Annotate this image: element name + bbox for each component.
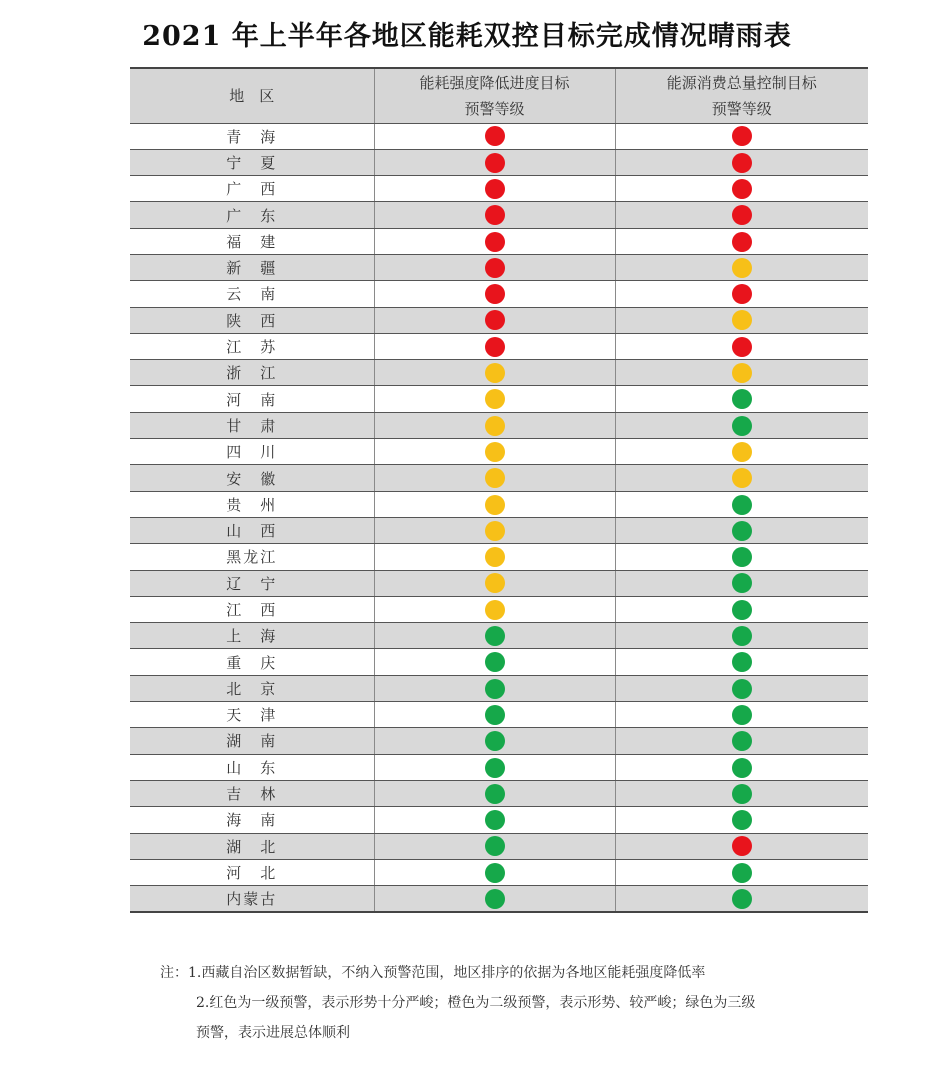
green-warning-dot-icon [732,810,752,830]
total-warning-cell [615,412,868,438]
total-warning-cell [615,176,868,202]
green-warning-dot-icon [732,863,752,883]
region-name: 重 庆 [130,649,374,675]
green-warning-dot-icon [732,573,752,593]
region-name: 青 海 [130,123,374,149]
total-warning-cell [615,307,868,333]
total-warning-cell [615,886,868,912]
table-row [130,649,868,675]
red-warning-dot-icon [732,232,752,252]
orange-warning-dot-icon [485,521,505,541]
red-warning-dot-icon [732,179,752,199]
region-name: 辽 宁 [130,570,374,596]
total-warning-cell [615,859,868,885]
warning-table [130,67,868,913]
orange-warning-dot-icon [732,310,752,330]
green-warning-dot-icon [485,705,505,725]
region-name: 上 海 [130,623,374,649]
red-warning-dot-icon [485,205,505,225]
region-name: 贵 州 [130,491,374,517]
table-row [130,254,868,280]
region-name: 河 北 [130,859,374,885]
footnotes [160,958,900,1048]
table-row [130,886,868,912]
intensity-warning-cell [374,859,615,885]
table-row [130,386,868,412]
table-row [130,623,868,649]
intensity-warning-cell [374,702,615,728]
green-warning-dot-icon [732,495,752,515]
total-warning-cell [615,596,868,622]
total-warning-cell [615,702,868,728]
red-warning-dot-icon [485,153,505,173]
orange-warning-dot-icon [485,442,505,462]
table-row [130,675,868,701]
intensity-warning-cell [374,596,615,622]
green-warning-dot-icon [485,758,505,778]
orange-warning-dot-icon [485,389,505,409]
intensity-warning-cell [374,333,615,359]
green-warning-dot-icon [485,679,505,699]
region-name: 湖 南 [130,728,374,754]
green-warning-dot-icon [485,810,505,830]
region-name: 山 西 [130,517,374,543]
green-warning-dot-icon [485,863,505,883]
region-name: 江 苏 [130,333,374,359]
table-row [130,728,868,754]
intensity-warning-cell [374,360,615,386]
red-warning-dot-icon [485,337,505,357]
region-name: 山 东 [130,754,374,780]
total-warning-cell [615,649,868,675]
table-row [130,517,868,543]
orange-warning-dot-icon [732,363,752,383]
green-warning-dot-icon [732,547,752,567]
region-name: 吉 林 [130,780,374,806]
green-warning-dot-icon [732,679,752,699]
region-name: 江 西 [130,596,374,622]
intensity-warning-cell [374,491,615,517]
total-warning-cell [615,360,868,386]
red-warning-dot-icon [732,153,752,173]
intensity-warning-cell [374,544,615,570]
intensity-warning-cell [374,254,615,280]
green-warning-dot-icon [732,889,752,909]
region-name: 陕 西 [130,307,374,333]
footnote-2: 2.红色为一级预警，表示形势十分严峻；橙色为二级预警，表示形势、较严峻；绿色为三级 [196,995,756,1011]
region-name: 广 西 [130,176,374,202]
region-name: 湖 北 [130,833,374,859]
total-warning-cell [615,675,868,701]
green-warning-dot-icon [732,652,752,672]
header-total-warning [615,68,868,123]
table-row [130,780,868,806]
intensity-warning-cell [374,149,615,175]
intensity-warning-cell [374,623,615,649]
page-title: 2021 年上半年各地区能耗双控目标完成情况晴雨表 [142,21,792,52]
green-warning-dot-icon [485,784,505,804]
orange-warning-dot-icon [485,495,505,515]
orange-warning-dot-icon [485,547,505,567]
region-name: 黑龙江 [130,544,374,570]
green-warning-dot-icon [732,626,752,646]
header-intensity-warning [374,68,615,123]
region-name: 天 津 [130,702,374,728]
intensity-warning-cell [374,649,615,675]
intensity-warning-cell [374,570,615,596]
total-warning-cell [615,728,868,754]
intensity-warning-cell [374,307,615,333]
table-row [130,491,868,517]
intensity-warning-cell [374,517,615,543]
table-row [130,702,868,728]
total-warning-cell [615,465,868,491]
green-warning-dot-icon [732,705,752,725]
footnote-3: 预警，表示进展总体顺利 [196,1025,350,1041]
orange-warning-dot-icon [485,600,505,620]
table-row [130,176,868,202]
region-name: 广 东 [130,202,374,228]
red-warning-dot-icon [732,284,752,304]
intensity-warning-cell [374,412,615,438]
table-row [130,833,868,859]
orange-warning-dot-icon [485,468,505,488]
red-warning-dot-icon [485,126,505,146]
table-row [130,412,868,438]
table-row [130,123,868,149]
intensity-warning-cell [374,886,615,912]
green-warning-dot-icon [732,416,752,436]
total-warning-cell [615,333,868,359]
region-name: 云 南 [130,281,374,307]
total-warning-cell [615,439,868,465]
intensity-warning-cell [374,386,615,412]
table-row [130,333,868,359]
total-warning-cell [615,623,868,649]
intensity-warning-cell [374,228,615,254]
green-warning-dot-icon [732,600,752,620]
region-name: 内蒙古 [130,886,374,912]
red-warning-dot-icon [485,179,505,199]
red-warning-dot-icon [485,258,505,278]
total-warning-cell [615,386,868,412]
red-warning-dot-icon [485,310,505,330]
total-warning-cell [615,202,868,228]
footnote-1: 注：1.西藏自治区数据暂缺，不纳入预警范围，地区排序的依据为各地区能耗强度降低率 [160,965,706,981]
region-name: 甘 肃 [130,412,374,438]
intensity-warning-cell [374,675,615,701]
region-name: 四 川 [130,439,374,465]
total-warning-cell [615,754,868,780]
header-region: 地 区 [130,68,374,123]
table-body [130,123,868,912]
table-row [130,570,868,596]
red-warning-dot-icon [485,284,505,304]
orange-warning-dot-icon [732,442,752,462]
green-warning-dot-icon [732,758,752,778]
total-warning-cell [615,123,868,149]
region-name: 安 徽 [130,465,374,491]
green-warning-dot-icon [732,731,752,751]
region-name: 宁 夏 [130,149,374,175]
header-total-line1: 能源消费总量控制目标 [666,73,817,92]
total-warning-cell [615,780,868,806]
orange-warning-dot-icon [732,468,752,488]
table-row [130,465,868,491]
red-warning-dot-icon [732,126,752,146]
region-name: 新 疆 [130,254,374,280]
intensity-warning-cell [374,202,615,228]
orange-warning-dot-icon [732,258,752,278]
table-row [130,307,868,333]
green-warning-dot-icon [732,784,752,804]
green-warning-dot-icon [485,626,505,646]
orange-warning-dot-icon [485,573,505,593]
table-row [130,859,868,885]
region-name: 北 京 [130,675,374,701]
table-row [130,149,868,175]
table-row [130,439,868,465]
table-row [130,754,868,780]
total-warning-cell [615,807,868,833]
intensity-warning-cell [374,123,615,149]
region-name: 浙 江 [130,360,374,386]
header-total-line2: 预警等级 [711,99,772,118]
total-warning-cell [615,833,868,859]
total-warning-cell [615,149,868,175]
table-row [130,544,868,570]
table-header-row [130,68,868,123]
intensity-warning-cell [374,807,615,833]
header-intensity-line2: 预警等级 [464,99,525,118]
green-warning-dot-icon [485,652,505,672]
intensity-warning-cell [374,176,615,202]
intensity-warning-cell [374,439,615,465]
red-warning-dot-icon [732,836,752,856]
total-warning-cell [615,491,868,517]
red-warning-dot-icon [485,232,505,252]
red-warning-dot-icon [732,205,752,225]
intensity-warning-cell [374,780,615,806]
green-warning-dot-icon [485,731,505,751]
table-row [130,807,868,833]
region-name: 海 南 [130,807,374,833]
table-row [130,360,868,386]
total-warning-cell [615,281,868,307]
table-row [130,596,868,622]
green-warning-dot-icon [485,836,505,856]
total-warning-cell [615,254,868,280]
intensity-warning-cell [374,728,615,754]
total-warning-cell [615,517,868,543]
green-warning-dot-icon [732,521,752,541]
region-name: 河 南 [130,386,374,412]
red-warning-dot-icon [732,337,752,357]
region-name: 福 建 [130,228,374,254]
orange-warning-dot-icon [485,363,505,383]
green-warning-dot-icon [732,389,752,409]
table-row [130,281,868,307]
green-warning-dot-icon [485,889,505,909]
intensity-warning-cell [374,833,615,859]
intensity-warning-cell [374,281,615,307]
table-row [130,202,868,228]
orange-warning-dot-icon [485,416,505,436]
intensity-warning-cell [374,754,615,780]
header-intensity-line1: 能耗强度降低进度目标 [419,73,570,92]
table-row [130,228,868,254]
intensity-warning-cell [374,465,615,491]
total-warning-cell [615,544,868,570]
total-warning-cell [615,228,868,254]
total-warning-cell [615,570,868,596]
